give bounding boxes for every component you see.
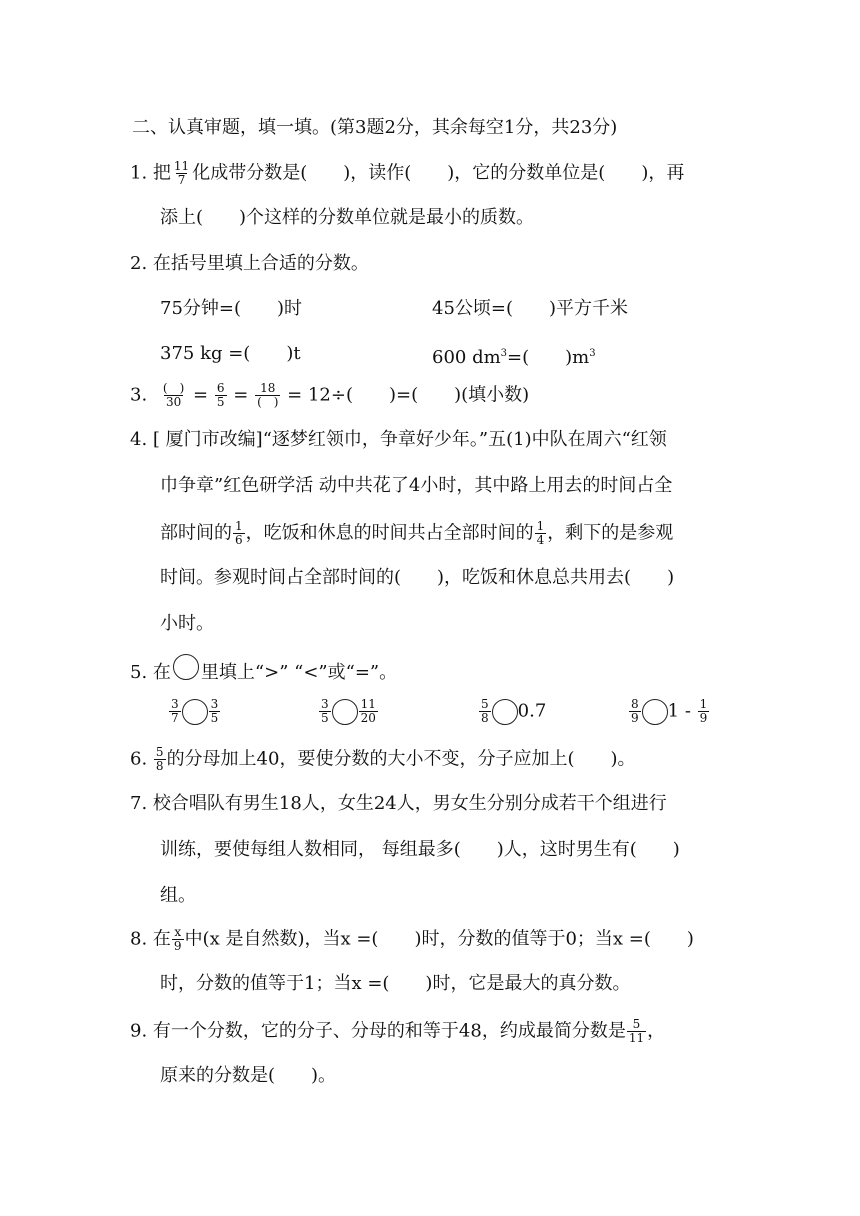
question-9-line-1 xyxy=(130,1018,665,1045)
question-6 xyxy=(130,746,636,773)
question-text: 在括号里填上合适的分数。 xyxy=(152,253,369,274)
question-7-line-2: 训练，要使每组人数相同， 每组最多( )人，这时男生有( ) xyxy=(160,839,680,860)
numerator: 5 xyxy=(481,697,489,711)
question-text: 校合唱队有男生18人，女生24人，男女生分别分成若干个组进行 xyxy=(152,793,667,814)
blank-circle[interactable] xyxy=(182,699,208,725)
section-title: 二、认真审题，填一填。(第3题2分，其余每空1分，共23分) xyxy=(132,117,618,138)
compare-item-4 xyxy=(628,698,710,725)
numerator: 1 xyxy=(536,519,545,533)
denominator: 9 xyxy=(699,711,708,725)
numerator: 11 xyxy=(173,159,190,173)
question-3 xyxy=(130,382,529,409)
question-5 xyxy=(130,660,397,686)
denominator: 5 xyxy=(321,711,329,725)
numerator: 8 xyxy=(631,697,639,711)
q2-item-c: 375 kg =( )t xyxy=(160,343,301,364)
fraction xyxy=(698,698,710,725)
question-9-line-2: 原来的分数是( )。 xyxy=(160,1065,337,1086)
denominator: 8 xyxy=(155,759,164,773)
fraction xyxy=(629,698,641,725)
numerator: 3 xyxy=(210,697,219,711)
equals-sign: = xyxy=(233,384,249,406)
fraction xyxy=(161,382,186,409)
denominator: 9 xyxy=(173,939,182,953)
denominator: 11 xyxy=(628,1031,645,1045)
exponent: 3 xyxy=(589,348,596,359)
exponent: 3 xyxy=(500,348,508,359)
fraction xyxy=(169,698,181,725)
fraction xyxy=(255,382,280,409)
fraction xyxy=(627,1018,646,1045)
numerator: 5 xyxy=(632,1017,641,1031)
blank-circle[interactable] xyxy=(332,699,358,725)
question-7-line-3: 组。 xyxy=(160,885,196,906)
question-text: [ 厦门市改编]“逐梦红领巾，争章好少年。”五(1)中队在周六“红领 xyxy=(152,429,667,450)
denominator: 30 xyxy=(165,395,182,409)
compare-item-1 xyxy=(168,698,221,725)
fraction xyxy=(535,520,547,547)
question-text: 的分母加上40，要使分数的大小不变，分子应加上( )。 xyxy=(166,748,636,770)
denominator: ( ) xyxy=(257,395,279,409)
question-2 xyxy=(130,252,369,276)
question-text: 在 xyxy=(152,662,171,683)
blank-circle[interactable] xyxy=(173,654,199,680)
question-text: ，吃饭和休息的时间共占全部时间的 xyxy=(245,522,534,544)
decimal-value: 0.7 xyxy=(517,700,547,722)
fraction xyxy=(479,698,491,725)
numerator: 5 xyxy=(155,745,164,759)
question-4-line-2: 巾争章”红色研学活 动中共花了4小时，其中路上用去的时间占全 xyxy=(160,475,673,496)
numerator: 11 xyxy=(360,697,376,711)
question-text: 部时间的 xyxy=(160,522,232,544)
numerator: 3 xyxy=(171,697,179,711)
denominator: 4 xyxy=(536,533,545,547)
question-text: 把 xyxy=(152,162,171,184)
fraction xyxy=(233,520,245,547)
numerator: 6 xyxy=(216,381,225,395)
question-number: 9. xyxy=(130,1020,148,1042)
numerator: x xyxy=(174,925,182,939)
expression-text: 1 - xyxy=(667,700,691,722)
compare-item-3 xyxy=(478,698,546,725)
q2-item-a: 75分钟=( )时 xyxy=(160,298,303,319)
question-number: 4. xyxy=(130,429,148,450)
denominator: 6 xyxy=(235,533,243,547)
question-text: 里填上“>” “<”或“=”。 xyxy=(200,662,398,683)
question-number: 7. xyxy=(130,793,148,814)
numerator: ( ) xyxy=(162,381,185,395)
fraction xyxy=(215,382,227,409)
fraction xyxy=(209,698,221,725)
q2-item-b: 45公顷=( )平方千米 xyxy=(432,298,629,319)
denominator: 20 xyxy=(360,711,376,725)
numerator: 3 xyxy=(321,697,329,711)
denominator: 9 xyxy=(631,711,639,725)
blank-circle[interactable] xyxy=(642,699,668,725)
compare-item-2 xyxy=(318,698,379,725)
question-7-line-1 xyxy=(130,792,667,816)
blank-circle[interactable] xyxy=(492,699,518,725)
question-number: 6. xyxy=(130,748,148,770)
question-text: 中(x 是自然数)，当x =( )时，分数的值等于0；当x =( ) xyxy=(184,928,694,950)
q2-item-d xyxy=(432,342,596,370)
question-8-line-1 xyxy=(130,926,694,953)
question-text: = 12÷( )=( )(填小数) xyxy=(287,384,530,406)
question-number: 2. xyxy=(130,253,148,274)
question-text: ， xyxy=(647,1020,666,1042)
numerator: 1 xyxy=(699,697,708,711)
fraction xyxy=(319,698,331,725)
denominator: 7 xyxy=(171,711,179,725)
question-4-line-5: 小时。 xyxy=(160,613,214,634)
fraction xyxy=(359,698,378,725)
question-1-line-2: 添上( )个这样的分数单位就是最小的质数。 xyxy=(160,207,535,228)
fraction xyxy=(172,926,184,953)
numerator: 18 xyxy=(260,381,276,395)
question-1-line-1 xyxy=(130,160,684,187)
numerator: 1 xyxy=(235,519,243,533)
question-text: 在 xyxy=(152,928,171,950)
question-number: 3. xyxy=(130,384,148,406)
question-4-line-1 xyxy=(130,428,667,452)
question-4-line-3 xyxy=(160,520,673,547)
fraction xyxy=(154,746,166,773)
question-number: 1. xyxy=(130,162,148,184)
question-text: 化成带分数是( )，读作( )，它的分数单位是( )，再 xyxy=(192,162,685,184)
question-4-line-4: 时间。参观时间占全部时间的( )，吃饭和休息总共用去( ) xyxy=(160,567,675,588)
denominator: 5 xyxy=(210,711,219,725)
question-text: ，剩下的是参观 xyxy=(547,522,674,544)
fraction xyxy=(172,160,191,187)
denominator: 5 xyxy=(216,395,225,409)
equals-sign: = xyxy=(193,384,209,406)
question-8-line-2: 时，分数的值等于1；当x =( )时，它是最大的真分数。 xyxy=(160,973,631,994)
unit-text: =( )m xyxy=(507,347,590,368)
question-number: 8. xyxy=(130,928,148,950)
unit-text: 600 dm xyxy=(432,347,501,368)
denominator: 7 xyxy=(177,173,186,187)
question-text: 有一个分数，它的分子、分母的和等于48，约成最简分数是 xyxy=(152,1020,626,1042)
denominator: 8 xyxy=(481,711,489,725)
question-number: 5. xyxy=(130,662,148,683)
